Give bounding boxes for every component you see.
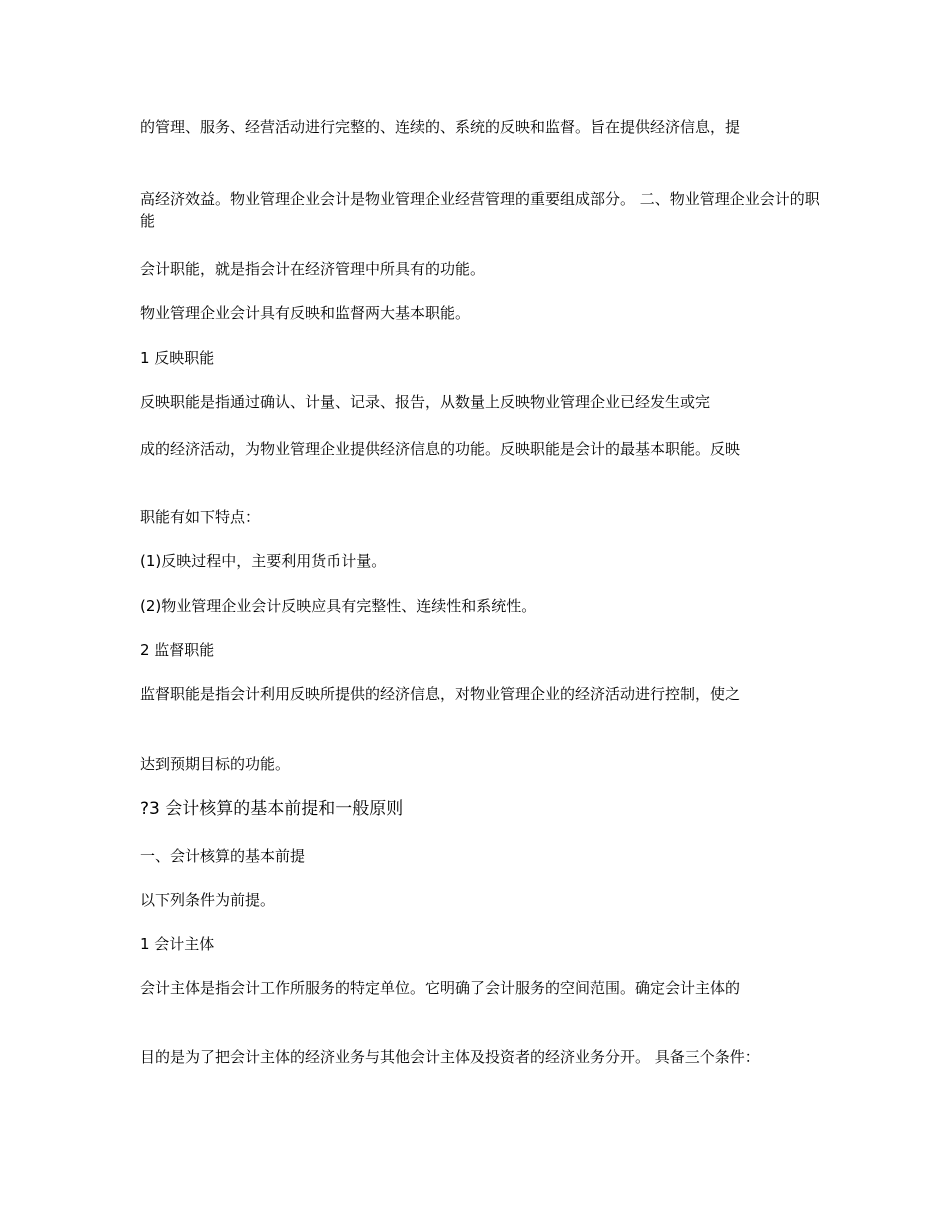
paragraph-4: 物业管理企业会计具有反映和监督两大基本职能。 (140, 304, 471, 322)
paragraph-2: 高经济效益。物业管理企业会计是物业管理企业经营管理的重要组成部分。 二、物业管理企业会计的职能 (140, 190, 820, 230)
section-heading-reflect: 1 反映职能 (140, 349, 215, 367)
paragraph-1: 的管理、服务、经营活动进行完整的、连续的、系统的反映和监督。旨在提供经济信息，提 (140, 118, 741, 136)
paragraph-3: 会计职能，就是指会计在经济管理中所具有的功能。 (140, 260, 486, 278)
paragraph-8: 监督职能是指会计利用反映所提供的经济信息，对物业管理企业的经济活动进行控制，使之 (140, 685, 741, 703)
section-heading-supervise: 2 监督职能 (140, 641, 215, 659)
paragraph-12: 目的是为了把会计主体的经济业务与其他会计主体及投资者的经济业务分开。 具备三个条件： (140, 1048, 760, 1066)
paragraph-9: 达到预期目标的功能。 (140, 755, 291, 773)
paragraph-6: 成的经济活动，为物业管理企业提供经济信息的功能。反映职能是会计的最基本职能。反映 (140, 440, 741, 458)
list-item-2: (2)物业管理企业会计反映应具有完整性、连续性和系统性。 (140, 597, 537, 615)
paragraph-5: 反映职能是指通过确认、计量、记录、报告，从数量上反映物业管理企业已经发生或完 (140, 393, 711, 411)
paragraph-10: 以下列条件为前提。 (140, 891, 276, 909)
paragraph-11: 会计主体是指会计工作所服务的特定单位。它明确了会计服务的空间范围。确定会计主体的 (140, 979, 741, 997)
list-item-1: (1)反映过程中，主要利用货币计量。 (140, 552, 387, 570)
section-heading-entity: 1 会计主体 (140, 935, 215, 953)
subheading-premise: 一、会计核算的基本前提 (140, 847, 306, 865)
paragraph-7: 职能有如下特点： (140, 508, 261, 526)
chapter-heading: ?3 会计核算的基本前提和一般原则 (140, 799, 404, 819)
